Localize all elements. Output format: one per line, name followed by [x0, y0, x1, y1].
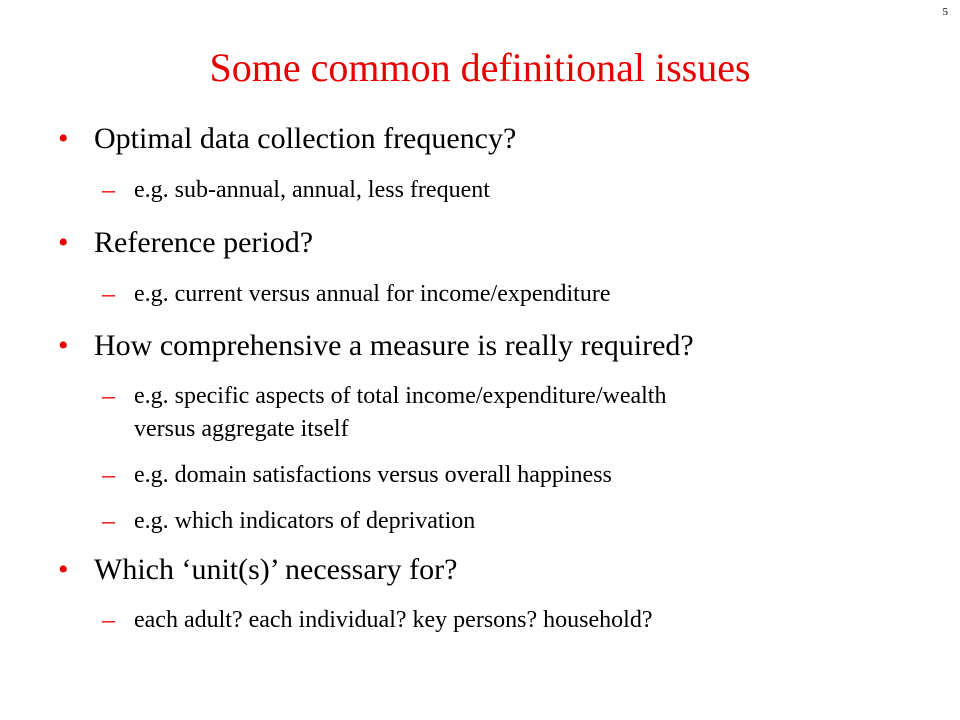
bullet-marker: •	[58, 226, 69, 259]
sub-item: e.g. domain satisfactions versus overall happiness	[134, 462, 612, 488]
bullet-marker: •	[58, 122, 69, 155]
sub-dash-marker: –	[102, 279, 115, 308]
sub-dash-marker: –	[102, 506, 115, 535]
sub-dash-marker: –	[102, 381, 115, 410]
slide-number: 5	[942, 6, 948, 18]
slide-title: Some common definitional issues	[209, 45, 751, 90]
bullet-item-comprehensive-measure: How comprehensive a measure is really required?	[94, 329, 694, 362]
sub-item: e.g. sub-annual, annual, less frequent	[134, 177, 490, 203]
sub-dash-marker: –	[102, 175, 115, 204]
sub-dash-marker: –	[102, 460, 115, 489]
sub-item: e.g. current versus annual for income/expenditure	[134, 281, 611, 307]
bullet-item-units: Which ‘unit(s)’ necessary for?	[94, 553, 458, 586]
sub-item: e.g. which indicators of deprivation	[134, 508, 476, 534]
bullet-marker: •	[58, 329, 69, 362]
bullet-item-reference-period: Reference period?	[94, 226, 314, 259]
sub-item-continuation: versus aggregate itself	[134, 416, 349, 442]
bullet-marker: •	[58, 553, 69, 586]
bullet-item-frequency: Optimal data collection frequency?	[94, 122, 517, 155]
sub-dash-marker: –	[102, 605, 115, 634]
sub-item: each adult? each individual? key persons? household?	[134, 607, 653, 633]
sub-item: e.g. specific aspects of total income/expenditure/wealth	[134, 383, 667, 409]
